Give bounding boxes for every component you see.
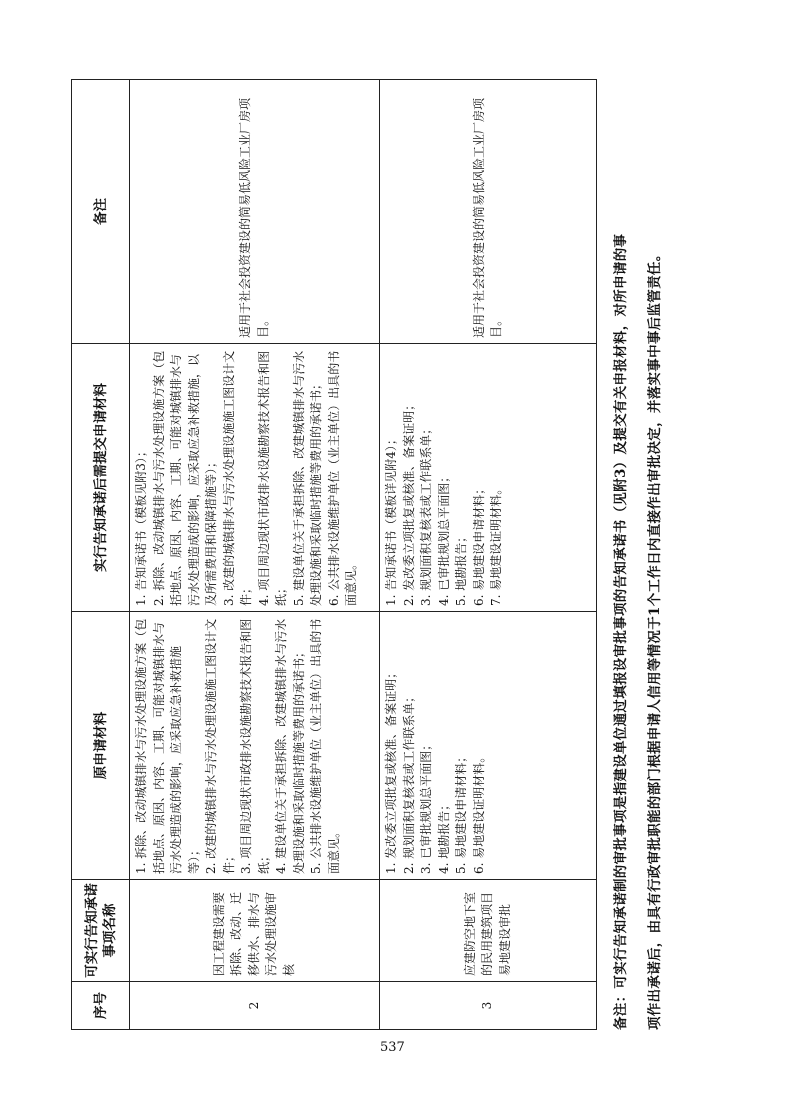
row-item-name: 应建防空地下室的民用建筑项目易地建设审批 (380, 880, 597, 982)
material-line: 2. 改建的城镇排水与污水处理设施施工图设计文件； (204, 618, 236, 874)
material-line: 5. 公共排水设施维护单位（业主单位）出具的书面意见。 (309, 618, 341, 874)
material-line: 2. 规划面积复核表或工作联系单； (401, 690, 416, 874)
header-remarks: 备注 (72, 80, 130, 344)
table-row (130, 80, 380, 1030)
header-notice-materials: 实行告知承诺后需提交申请材料 (72, 344, 130, 612)
material-line: 5. 地勘报告； (454, 530, 468, 606)
row-notice-materials (380, 344, 597, 612)
material-line: 2. 发改委立项批复或核准、备案证明； (401, 398, 416, 606)
header-index: 序号 (72, 982, 130, 1030)
material-line: 3. 改建的城镇排水与污水处理设施施工图设计文件； (221, 350, 253, 606)
material-line: 6. 易地建设证明材料。 (471, 750, 486, 874)
material-line: 3. 项目周边现状市政排水设施勘察技术报告和图纸； (239, 618, 271, 874)
material-line: 1. 告知承诺书（模板详见附4）； (384, 433, 398, 606)
row-notice-materials (130, 344, 380, 612)
row-remarks: 适用于社会投资建设的简易低风险工业厂房项目。 (130, 80, 380, 344)
header-original-materials: 原申请材料 (72, 612, 130, 880)
material-line: 1. 发改委立项批复或核准、备案证明； (384, 666, 398, 874)
table-header-row (72, 80, 130, 1030)
material-line: 7. 易地建设证明材料。 (489, 482, 503, 606)
material-line: 4. 项目周边现状市政排水设施勘察技术报告和图纸； (256, 350, 288, 606)
material-line: 4. 已审批规划总平面图； (436, 470, 451, 606)
row-index: 2 (130, 982, 380, 1030)
header-item-name: 可实行告知承诺事项名称 (72, 880, 130, 982)
material-line: 1. 拆除、改动城镇排水与污水处理设施方案（包括地点、原因、内容、工期、可能对城镇排水与污水处理造成的影响，应采取应急补救措施等）； (134, 618, 201, 874)
material-line: 2. 拆除、改动城镇排水与污水处理设施方案（包括地点、原因、内容、工期、可能对城镇排水与污水处理造成的影响，应采取应急补救措施，以及所需费用和保障措施等）； (151, 350, 218, 606)
row-remarks: 适用于社会投资建设的简易低风险工业厂房项目。 (380, 80, 597, 344)
material-line: 6. 公共排水设施维护单位（业主单位）出具的书面意见。 (326, 350, 358, 606)
row-original-materials (380, 612, 597, 880)
page-number: 537 (380, 1040, 405, 1055)
rotated-table-container (71, 80, 601, 1030)
material-line: 4. 地勘报告； (436, 798, 451, 874)
table-row (380, 80, 597, 1030)
material-line: 6. 易地建设申请材料； (471, 482, 486, 606)
material-line: 5. 建设单位关于承担拆除、改建城镇排水与污水处理设施和采取临时措施等费用的承诺书； (291, 350, 323, 606)
footnote (604, 80, 672, 1030)
row-original-materials (130, 612, 380, 880)
footnote-line-2: 项作出承诺后，由具有行政审批职能的部门根据申请人信用等情况于1个工作日内直接作出审批决定，并落实事中事后监管责任。 (647, 247, 663, 1030)
material-line: 3. 规划面积复核表或工作联系单； (419, 422, 433, 606)
material-line: 1. 告知承诺书（模板见附3）； (134, 445, 148, 606)
material-line: 4. 建设单位关于承担拆除、改建城镇排水与污水处理设施和采取临时措施等费用的承诺书； (274, 618, 306, 874)
row-index: 3 (380, 982, 597, 1030)
approval-items-table (71, 79, 597, 1030)
row-item-name: 因工程建设需要拆除、改动、迁移供水、排水与污水处理设施审核 (130, 880, 380, 982)
material-line: 5. 易地建设申请材料； (454, 750, 468, 874)
footnote-line-1: 备注：可实行告知承诺制的审批事项是指建设单位通过填报设审批事项的告知承诺书（见附3）及提交有关申报材料，对所申请的事 (613, 233, 629, 1030)
material-line: 3. 已审批规划总平面图； (419, 738, 433, 874)
